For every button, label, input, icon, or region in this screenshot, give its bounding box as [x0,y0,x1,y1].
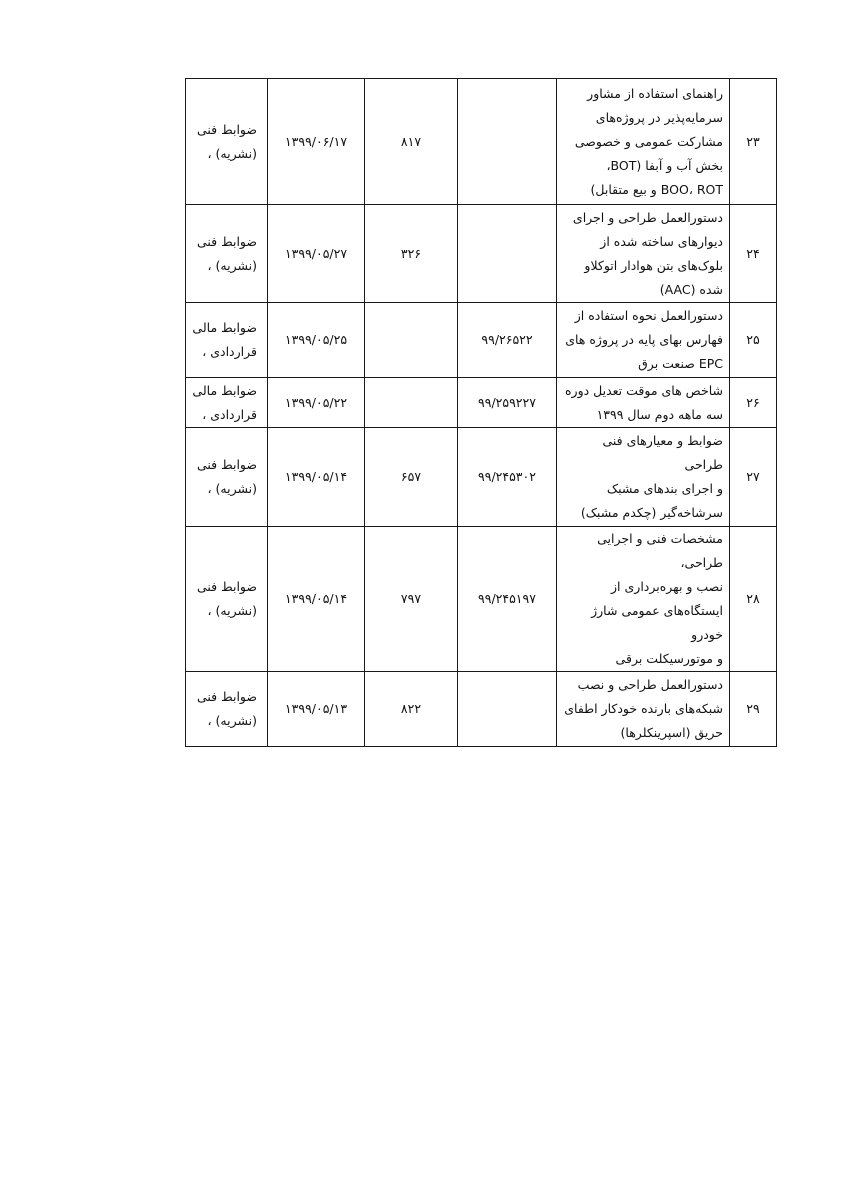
letter-code: ۹۹/۲۵۹۲۲۷ [458,378,557,428]
title-line: حریق (اسپرینکلرها) [620,725,723,740]
issue-date: ۱۳۹۹/۰۶/۱۷ [268,79,365,205]
title-line: دستورالعمل طراحی و اجرای [572,209,723,225]
row-number: ۲۴ [730,205,777,303]
table-row [186,79,777,205]
title-line: EPC صنعت برق [638,356,723,371]
title-line: فهارس بهای پایه در پروژه های [565,332,723,347]
document-title [557,79,730,205]
table-row [186,428,777,527]
title-line: مشارکت عمومی و خصوصی [574,133,723,149]
title-line: BOO، ROT و بیع متقابل) [590,181,723,197]
publication-number: ۸۱۷ [365,79,458,205]
document-type [186,79,268,205]
type-line: ضوابط مالی [192,382,257,398]
title-line: نصب و بهره‌برداری از [611,579,723,594]
row-number: ۲۳ [730,79,777,205]
document-type [186,205,268,303]
title-line: دستورالعمل نحوه استفاده از [574,308,723,323]
title-line: دیوارهای ساخته شده از [600,233,723,249]
type-line: قراردادی ، [202,406,257,422]
title-line: سه ماهه دوم سال ۱۳۹۹ [596,406,723,422]
title-line: راهنمای استفاده از مشاور [587,85,723,101]
title-line: و موتورسیکلت برقی [615,651,723,666]
document-type [186,672,268,747]
document-title [557,205,730,303]
letter-code [458,205,557,303]
publication-number: ۷۹۷ [365,527,458,672]
issue-date: ۱۳۹۹/۰۵/۱۳ [268,672,365,747]
issue-date: ۱۳۹۹/۰۵/۲۲ [268,378,365,428]
title-line: بخش آب و آبفا (BOT، [606,157,723,173]
table-row [186,303,777,378]
title-line: ضوابط و معیارهای فنی طراحی [602,433,723,472]
row-number: ۲۶ [730,378,777,428]
title-line: و اجرای بندهای مشبک [606,481,723,496]
row-number: ۲۵ [730,303,777,378]
row-number: ۲۷ [730,428,777,527]
title-line: شاخص های موقت تعدیل دوره [564,382,723,398]
publication-number: ۶۵۷ [365,428,458,527]
letter-code: ۹۹/۲۴۵۳۰۲ [458,428,557,527]
document-type [186,303,268,378]
letter-code: ۹۹/۲۴۵۱۹۷ [458,527,557,672]
type-line: ضوابط فنی [196,579,257,594]
title-line: سرمایه‌پذیر در پروژه‌های [595,109,723,125]
type-line: (نشریه) ، [207,481,257,496]
title-line: دستورالعمل طراحی و نصب [577,677,723,692]
type-line: (نشریه) ، [207,257,257,273]
document-type [186,527,268,672]
issue-date: ۱۳۹۹/۰۵/۱۴ [268,527,365,672]
publication-number [365,378,458,428]
letter-code [458,672,557,747]
letter-code [458,79,557,205]
document-type [186,428,268,527]
type-line: ضوابط فنی [196,121,257,137]
document-title [557,303,730,378]
title-line: بلوک‌های بتن هوادار اتوکلاو [584,257,723,273]
type-line: ضوابط فنی [196,233,257,249]
letter-code: ۹۹/۲۶۵۲۲ [458,303,557,378]
table-row [186,527,777,672]
title-line: شبکه‌های بارنده خودکار اطفای [564,701,723,716]
document-title [557,428,730,527]
issue-date: ۱۳۹۹/۰۵/۲۵ [268,303,365,378]
title-line: شده (AAC) [659,281,723,297]
title-line: ایستگاه‌های عمومی شارژ خودرو [591,603,723,642]
table-row [186,205,777,303]
row-number: ۲۸ [730,527,777,672]
row-number: ۲۹ [730,672,777,747]
title-line: سرشاخه‌گیر (چکدم مشبک) [580,505,723,520]
type-line: (نشریه) ، [207,145,257,161]
document-title [557,672,730,747]
issue-date: ۱۳۹۹/۰۵/۱۴ [268,428,365,527]
type-line: (نشریه) ، [207,603,257,618]
type-line: ضوابط فنی [196,457,257,472]
document-title [557,378,730,428]
type-line: (نشریه) ، [207,713,257,728]
document-title [557,527,730,672]
type-line: ضوابط فنی [196,689,257,704]
document-type [186,378,268,428]
type-line: ضوابط مالی [192,320,257,335]
issue-date: ۱۳۹۹/۰۵/۲۷ [268,205,365,303]
table-row [186,672,777,747]
regulations-table [185,78,777,747]
table-row [186,378,777,428]
title-line: مشخصات فنی و اجرایی طراحی، [597,531,723,570]
publication-number [365,303,458,378]
publication-number: ۳۲۶ [365,205,458,303]
type-line: قراردادی ، [202,344,257,359]
publication-number: ۸۲۲ [365,672,458,747]
